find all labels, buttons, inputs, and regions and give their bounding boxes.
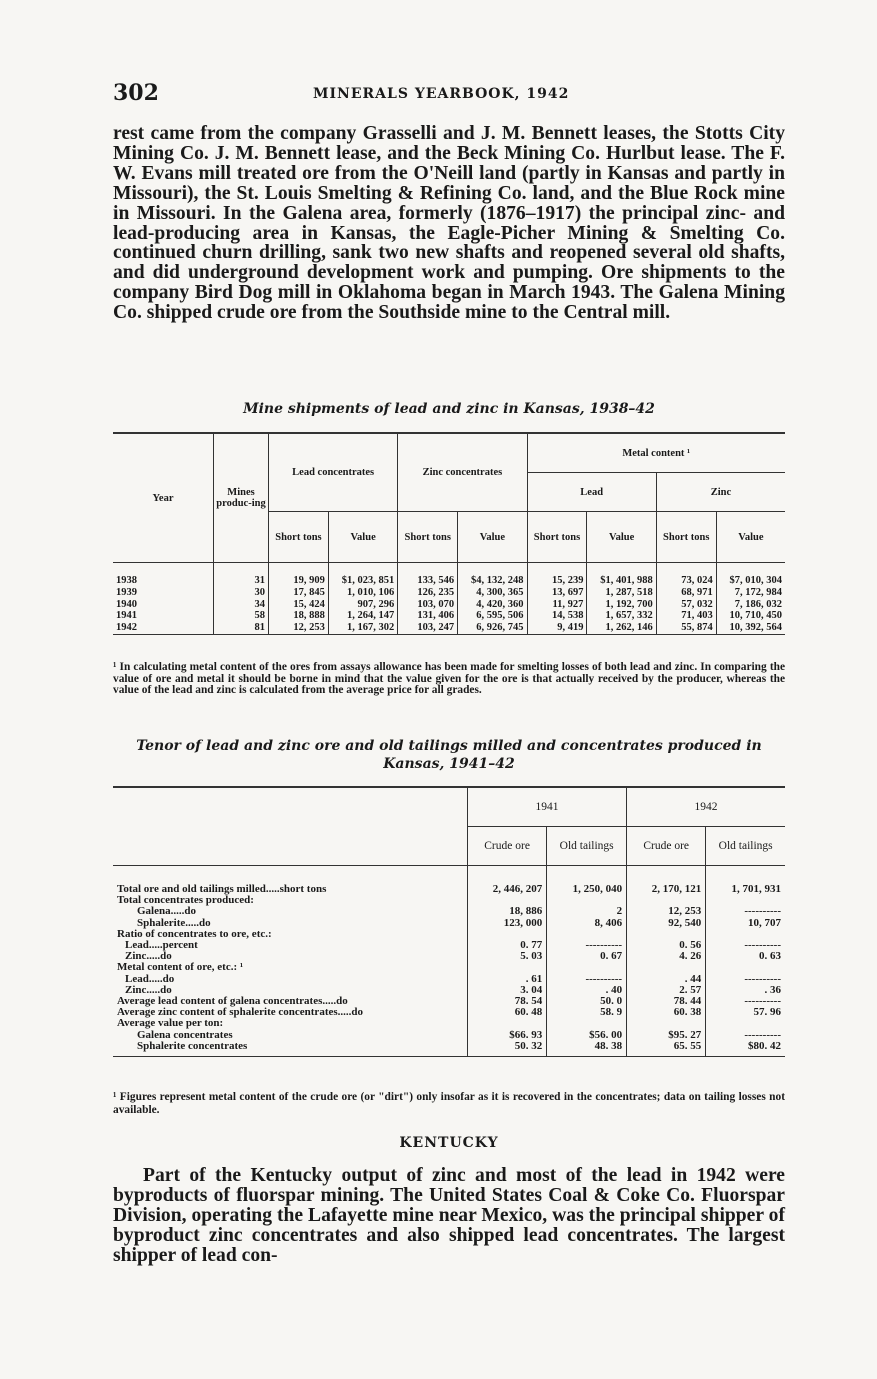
section-title-kentucky: KENTUCKY [399,1135,499,1151]
cell-t42: ---------- [706,1030,785,1041]
cell-mines: 58 [214,610,269,622]
col-header-value: Value [587,512,656,563]
cell-t42 [706,1018,785,1029]
cell-lead-tons: 19, 909 [269,575,329,587]
col-header-lead-concentrates: Lead concentrates [269,433,398,512]
mine-shipments-table [113,432,785,635]
page-number: 302 [113,80,159,106]
cell-zinc-tons: 131, 406 [398,610,458,622]
row-unit: do [336,995,348,1008]
cell-c42: 0. 56 [627,940,706,951]
table1-footnote: ¹ In calculating metal content of the ores from assays allowance has been made for smelting losses of both lead and zinc. In comparing the value of ore and metal it should be borne in mind that the value given for the ore is that actually received by the producer, whereas the value of the lead and zinc is calculated from the average price for all grades. [113,661,785,696]
table-row [113,1041,785,1057]
col-header-old-tailings: Old tailings [547,827,627,866]
col-header-short-tons: Short tons [656,512,716,563]
cell-c41: $66. 93 [468,1030,547,1041]
row-label-text: Total ore and old tailings milled [117,883,266,895]
table-row [113,610,785,622]
col-header-mines: Mines produc-ing [214,433,269,563]
table2-body [113,866,785,1057]
row-unit: do [351,1006,364,1019]
tenor-table [113,786,785,1057]
table-row [113,962,785,973]
row-unit: short tons [279,883,327,895]
cell-lead-value: 1, 264, 147 [328,610,397,622]
cell-t42: ---------- [706,906,785,917]
cell-c42: 92, 540 [627,918,706,929]
table1-body [113,563,785,635]
table1-caption: Mine shipments of lead and zinc in Kansas, 1938–42 [243,401,655,417]
cell-lead-tons: 12, 253 [269,622,329,634]
col-header-value: Value [328,512,397,563]
row-label-text: Galena [137,905,171,918]
row-unit: do [184,905,196,918]
row-label-text: Metal content of ore, etc.: ¹ [117,961,244,974]
cell-zn-value: 10, 392, 564 [716,622,785,634]
cell-zinc-tons: 103, 247 [398,622,458,634]
cell-t41: ---------- [547,974,627,985]
col-header-value: Value [716,512,785,563]
leader-dots: ..... [146,950,161,963]
cell-year: 1940 [116,598,137,610]
cell-t41: 50. 0 [547,996,627,1007]
cell-pb-tons: 13, 697 [527,587,587,599]
table2-footnote: ¹ Figures represent metal content of the crude ore (or "dirt") only insofar as it is recovered in the concentrates; data on tailing losses not available. [113,1091,785,1116]
cell-t41: 1, 250, 040 [547,884,627,895]
col-header-lead: Lead [527,473,656,512]
table2-caption: Tenor of lead and zinc ore and old tailings milled and concentrates produced in Kansas, 1941–42 [136,738,762,772]
cell-c41: 50. 32 [468,1041,547,1057]
cell-mines: 34 [214,599,269,611]
cell-t41: 8, 406 [547,918,627,929]
cell-t41: 48. 38 [547,1041,627,1057]
cell-zn-value: 7, 172, 984 [716,587,785,599]
cell-t41: 58. 9 [547,1007,627,1018]
cell-pb-tons: 11, 927 [527,599,587,611]
row-label-text: Average zinc content of sphalerite concentrates [117,1006,338,1019]
table-row [113,622,785,634]
cell-c41: 2, 446, 207 [468,884,547,895]
leader-dots: ..... [322,995,337,1008]
cell-c41: 123, 000 [468,918,547,929]
col-header-zinc-concentrates: Zinc concentrates [398,433,527,512]
cell-c42: 12, 253 [627,906,706,917]
cell-pb-value: 1, 657, 332 [587,610,656,622]
cell-lead-value: 907, 296 [328,599,397,611]
row-unit: do [199,916,211,929]
table-row [113,587,785,599]
cell-c42: 2. 57 [627,985,706,996]
col-header-1942: 1942 [627,787,785,827]
cell-year: 1942 [113,622,214,634]
cell-mines: 81 [214,622,269,634]
cell-t41: 2 [547,906,627,917]
cell-t42: ---------- [706,974,785,985]
col-header-short-tons: Short tons [269,512,329,563]
cell-t42: . 36 [706,985,785,996]
table-row [113,906,785,917]
cell-pb-value: 1, 192, 700 [587,599,656,611]
cell-t42: ---------- [706,940,785,951]
cell-lead-tons: 15, 424 [269,599,329,611]
cell-c41: 5. 03 [468,951,547,962]
col-header-metal-content: Metal content ¹ [527,433,785,473]
body-paragraph: rest came from the company Grasselli and J. M. Bennett leases, the Stotts City Mining Co. J. M. Bennett lease, and the Beck Mining Co. Hurlbut lease. The F. W. Evans mill treated ore from the O'Neill land (partly in Kansas and partly in Missouri), the St. Louis Smelting & Refining Co. land, and the Blue Rock mine in Missouri. In the Galena area, formerly (1876–1917) the principal zinc- and lead-producing area in Kansas, the Eagle-Picher Mining & Smelting Co. continued churn drilling, sank two new shafts and reopened several old shafts, and did underground development work and pumping. Ore shipments to the company Bird Dog mill in Oklahoma began in March 1943. The Galena Mining Co. shipped crude ore from the Southside mine to the Central mill. [113,123,785,324]
cell-c41 [468,1018,547,1029]
row-unit: do [160,983,172,996]
cell-c41: 0. 77 [468,940,547,951]
leader-dots: ..... [265,883,280,895]
cell-zinc-tons: 126, 235 [398,587,458,599]
cell-pb-value: 1, 262, 146 [587,622,656,634]
row-header-blank [113,787,468,866]
page-header [113,80,785,110]
leader-dots: ..... [337,1006,352,1019]
running-title: MINERALS YEARBOOK, 1942 [313,86,570,102]
cell-mines: 31 [214,575,269,587]
cell-pb-value: $1, 401, 988 [587,575,656,587]
cell-t41 [547,1018,627,1029]
table-row [113,599,785,611]
row-label-text: Sphalerite concentrates [137,1039,248,1052]
cell-t42: 0. 63 [706,951,785,962]
cell-year: 1941 [116,610,137,622]
row-label-text: Average value per ton: [117,1017,224,1030]
cell-pb-value: 1, 287, 518 [587,587,656,599]
cell-t42: $80. 42 [706,1041,785,1057]
cell-t42: 10, 707 [706,918,785,929]
cell-zinc-tons: 103, 070 [398,599,458,611]
row-label-text: Galena concentrates [137,1028,233,1041]
row-label-text: Sphalerite [137,916,186,929]
cell-c41: 78. 54 [468,996,547,1007]
cell-zn-tons: 57, 032 [656,599,716,611]
cell-zinc-value: 4, 420, 360 [458,599,527,611]
row-label-text: Ratio of concentrates to ore, etc.: [117,927,272,940]
cell-c42: 65. 55 [627,1041,706,1057]
row-label-text: Total concentrates produced: [117,894,254,907]
cell-c42: . 44 [627,974,706,985]
leader-dots: ..... [170,905,185,918]
cell-c41: 60. 48 [468,1007,547,1018]
row-label [113,1041,468,1057]
leader-dots: ..... [146,983,161,996]
cell-zinc-tons: 133, 546 [398,575,458,587]
cell-t42: 57. 96 [706,1007,785,1018]
cell-c41: 3. 04 [468,985,547,996]
cell-lead-value: 1, 167, 302 [328,622,397,634]
row-unit: do [162,972,175,985]
cell-lead-value: $1, 023, 851 [328,575,397,587]
col-header-value: Value [458,512,527,563]
row-unit: do [160,950,172,963]
cell-c42: 60. 38 [627,1007,706,1018]
cell-year: 1939 [116,586,137,598]
cell-c42: $95. 27 [627,1030,706,1041]
cell-t42 [706,962,785,973]
cell-pb-tons: 15, 239 [527,575,587,587]
cell-lead-tons: 18, 888 [269,610,329,622]
cell-pb-tons: 14, 538 [527,610,587,622]
cell-lead-tons: 17, 845 [269,587,329,599]
cell-year: 1938 [116,575,137,586]
col-header-old-tailings: Old tailings [706,827,785,866]
table-row [113,575,785,587]
col-header-crude-ore: Crude ore [627,827,706,866]
row-label-text: Lead [125,972,149,985]
row-label-text: Average lead content of galena concentrates [117,995,323,1008]
cell-t41 [547,895,627,906]
cell-pb-tons: 9, 419 [527,622,587,634]
cell-zn-tons: 55, 874 [656,622,716,634]
row-label-text: Zinc [125,983,147,996]
cell-t41 [547,962,627,973]
cell-t42: ---------- [706,996,785,1007]
cell-t41: ---------- [547,940,627,951]
cell-zinc-value: $4, 132, 248 [458,575,527,587]
cell-zn-value: 7, 186, 032 [716,599,785,611]
col-header-zinc: Zinc [656,473,785,512]
cell-zn-tons: 68, 971 [656,587,716,599]
cell-zinc-value: 4, 300, 365 [458,587,527,599]
cell-t41: 0. 67 [547,951,627,962]
row-label-text: Zinc [125,950,147,963]
cell-c41: 18, 886 [468,906,547,917]
cell-t42: 1, 701, 931 [706,884,785,895]
col-header-year: Year [113,433,214,563]
cell-t41: $56. 00 [547,1030,627,1041]
leader-dots: ..... [185,916,200,929]
cell-zn-tons: 73, 024 [656,575,716,587]
cell-zn-tons: 71, 403 [656,610,716,622]
col-header-crude-ore: Crude ore [468,827,547,866]
col-header-short-tons: Short tons [527,512,587,563]
cell-zn-value: $7, 010, 304 [716,575,785,587]
cell-mines: 30 [214,587,269,599]
row-unit: percent [162,939,198,952]
leader-dots: ..... [148,939,163,952]
col-header-1941: 1941 [468,787,627,827]
cell-t41: . 40 [547,985,627,996]
cell-zinc-value: 6, 595, 506 [458,610,527,622]
cell-c42 [627,1018,706,1029]
cell-c41 [468,962,547,973]
leader-dots: ..... [148,972,163,985]
cell-zinc-value: 6, 926, 745 [458,622,527,634]
cell-zn-value: 10, 710, 450 [716,610,785,622]
cell-c42: 2, 170, 121 [627,884,706,895]
col-header-short-tons: Short tons [398,512,458,563]
row-label-text: Lead [125,939,149,952]
cell-c42: 78. 44 [627,996,706,1007]
cell-c42: 4. 26 [627,951,706,962]
cell-c41: . 61 [468,974,547,985]
cell-lead-value: 1, 010, 106 [328,587,397,599]
cell-c42 [627,962,706,973]
kentucky-paragraph: Part of the Kentucky output of zinc and most of the lead in 1942 were byproducts of fluorspar mining. The United States Coal & Coke Co. Fluorspar Division, operating the Lafayette mine near Mexico, was the principal shipper of byproduct zinc concentrates and also shipped lead concentrates. The largest shipper of lead con- [113,1165,785,1266]
